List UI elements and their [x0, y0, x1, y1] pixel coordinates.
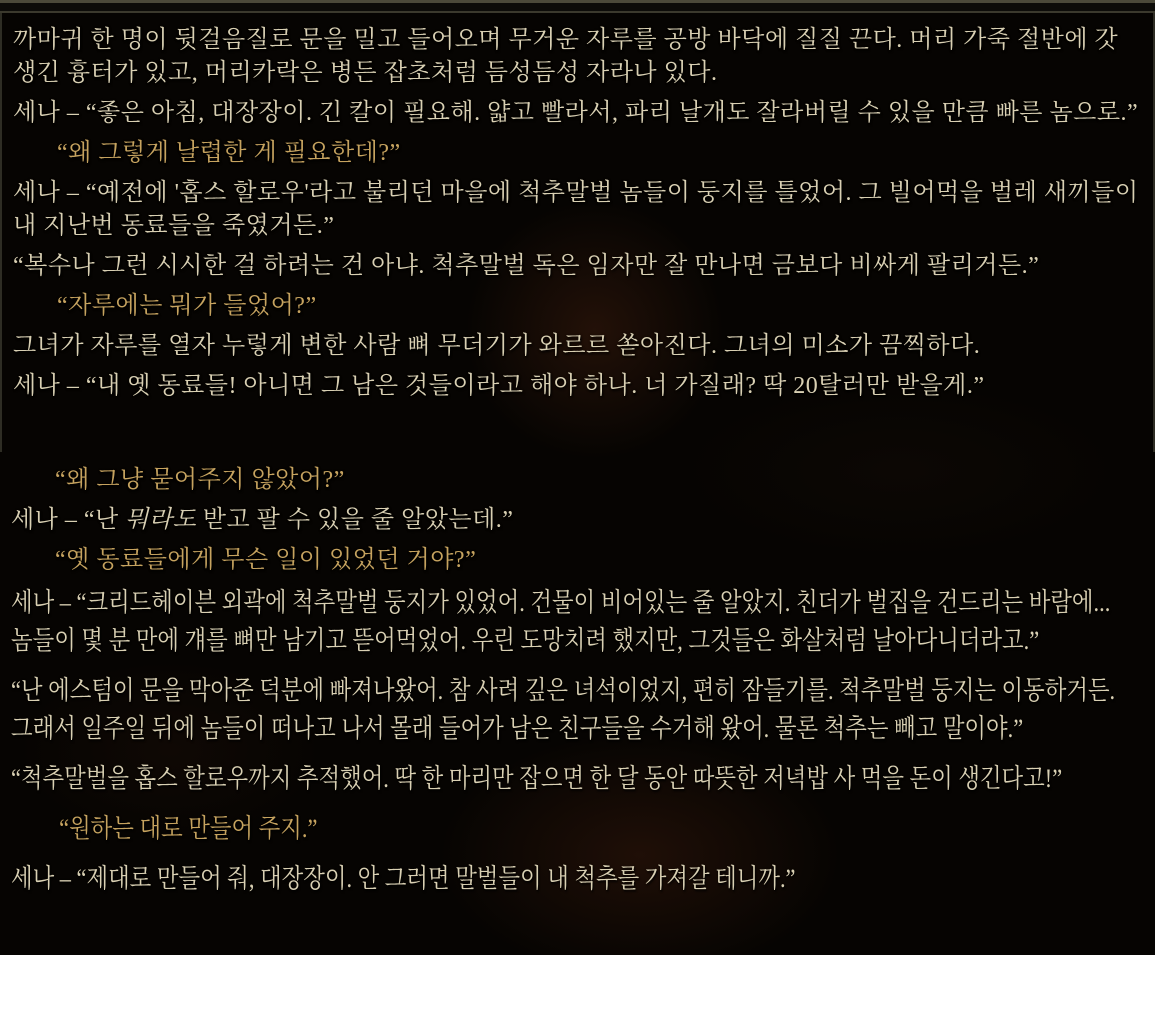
sena-line: “척추말벌을 홉스 할로우까지 추적했어. 딱 한 마리만 잡으면 한 달 동안 따뜻한 저녁밥 사 먹을 돈이 생긴다고!”: [11, 764, 1063, 793]
sena-line-segment-italic: 뭐라도: [125, 507, 197, 533]
narration-line: 까마귀 한 명이 뒷걸음질로 문을 밀고 들어오며 무거운 자루를 공방 바닥에 질질 끈다. 머리 가죽 절반에 갓 생긴 흉터가 있고, 머리카락은 병든 잡초처럼 듬성듬성 자라나 있다.: [13, 27, 1119, 86]
sena-line-segment: 받고 팔 수 있을 줄 알았는데.”: [196, 507, 514, 533]
sena-line: 세나 – “예전에 '홉스 할로우'라고 불리던 마을에 척추말벌 놈들이 둥지를 틀었어. 그 빌어먹을 벌레 새끼들이 내 지난번 동료들을 죽였거든.”: [13, 180, 1139, 239]
dialogue-page-1: [0, 0, 1155, 452]
sena-line: 세나 – “제대로 만들어 줘, 대장장이. 안 그러면 말벌들이 내 척추를 가져갈 테니까.”: [11, 864, 796, 893]
player-line: “원하는 대로 만들어 주지.”: [59, 814, 318, 843]
sena-line: 세나 – “좋은 아침, 대장장이. 긴 칼이 필요해. 얇고 빨라서, 파리 날개도 잘라버릴 수 있을 만큼 빠른 놈으로.”: [13, 100, 1139, 126]
sena-line: “난 에스텀이 문을 막아준 덕분에 빠져나왔어. 참 사려 깊은 녀석이었지, 편히 잠들기를. 척추말벌 둥지는 이동하거든. 그래서 일주일 뒤에 놈들이 떠나고 나서 몰래 들어가 남은 친구들을 수거해 왔어. 물론 척추는 빼고 말이야.”: [11, 676, 1116, 743]
sena-line: “복수나 그런 시시한 걸 하려는 건 아냐. 척추말벌 독은 임자만 잘 만나면 금보다 비싸게 팔리거든.”: [13, 253, 1040, 279]
player-line: “옛 동료들에게 무슨 일이 있었던 거야?”: [55, 547, 477, 573]
player-line: “왜 그냥 묻어주지 않았어?”: [55, 467, 345, 493]
narration-line: 그녀가 자루를 열자 누렇게 변한 사람 뼈 무더기가 와르르 쏟아진다. 그녀의 미소가 끔찍하다.: [13, 333, 981, 359]
player-line: “자루에는 뭐가 들었어?”: [57, 293, 317, 319]
sena-line: 세나 – “내 옛 동료들! 아니면 그 남은 것들이라고 해야 하나. 너 가질래? 딱 20탈러만 받을게.”: [13, 373, 985, 399]
bottom-white-margin: [0, 955, 1155, 1029]
sena-line: 세나 – “크리드헤이븐 외곽에 척추말벌 둥지가 있었어. 건물이 비어있는 줄 알았지. 친더가 벌집을 건드리는 바람에... 놈들이 몇 분 만에 걔를 뼈만 남기고 뜯어먹었어. 우린 도망치려 했지만, 그것들은 화살처럼 날아다니더라고.”: [11, 588, 1111, 655]
sena-line-segment: 세나 – “난: [11, 507, 126, 533]
dialogue-page-2: [0, 458, 1155, 955]
player-line: “왜 그렇게 날렵한 게 필요한데?”: [57, 140, 401, 166]
sena-line: [11, 504, 1145, 537]
